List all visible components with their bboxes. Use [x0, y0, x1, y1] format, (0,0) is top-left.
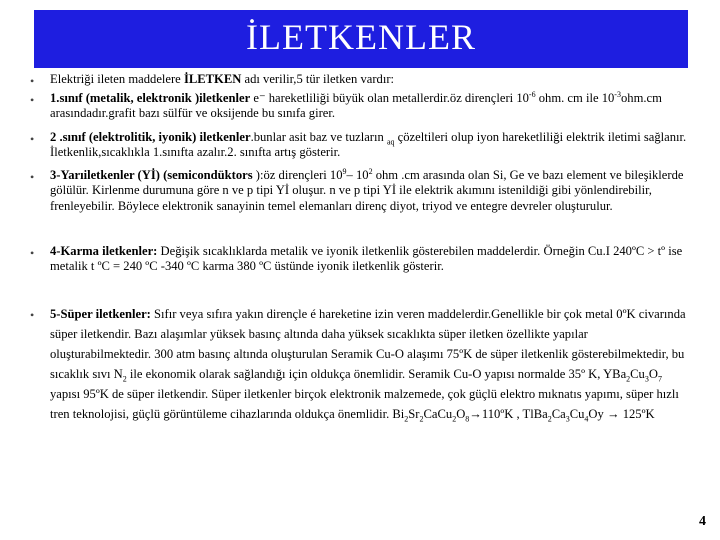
text-run: ile ekonomik olarak sağlandığı için oldukça önemlidir. Seramik Cu-O yapısı normalde 35º K, YBa [126, 367, 627, 381]
bold-term: 1.sınıf (metalik, elektronik )iletkenler [50, 91, 251, 105]
list-item-mixed-conductors [50, 244, 692, 275]
slide-title: İLETKENLER [246, 17, 476, 57]
bullet-icon: • [30, 170, 35, 184]
bullet-icon: • [30, 308, 35, 322]
text-run: ohm .cm arasında olan Si, Ge ve bazı element ve bileşiklerde gölülür. Kirlenme durumuna göre n ve p tipi Yİ oluşur. n ve p tipi Yİ ile elektrik akımını istenildiği gibi yönlendirebilir, frenleyebilir. Böylece elektronik sanayinin temel elemanları direnç diyot, triyod ve entegre devreler oluşturulur. [50, 168, 684, 213]
list-item-intro [50, 72, 692, 87]
subscript: 2 [452, 414, 457, 424]
text-run: yapısı 95ºK de süper iletkendir. Süper iletkenler birçok elektronik malzemede, çok güçlü elektro mıknatıs yapımı, süper hızlı tren teknolojisi, güçlü görüntüleme cihazlarında oldukça önemlidir. Bi [50, 387, 679, 421]
subscript: aq [386, 137, 395, 147]
superscript: -3 [614, 89, 621, 99]
bold-term: 2 .sınıf (elektrolitik, iyonik) iletkenler [50, 130, 251, 144]
bold-term: 5-Süper iletkenler: [50, 307, 151, 321]
text-run: çözeltileri olup iyon hareketliliği elektrik iletimi sağlanır. İletkenlik,sıcaklıkla 1.sınıfta azalır.2. sınıfta artış gösterir. [50, 130, 687, 160]
subscript: 8 [465, 414, 470, 424]
subscript: 2 [626, 374, 631, 384]
text-run: Oy → 125ºK [588, 407, 655, 421]
text-run: .bunlar asit baz ve tuzların [250, 130, 387, 144]
text-run: – 10 [346, 168, 369, 182]
bold-term: 4-Karma iletkenler: [50, 244, 158, 258]
text-run: Cu [630, 367, 645, 381]
list-item-class-1 [50, 91, 692, 122]
subscript: 3 [644, 374, 649, 384]
bullet-icon: • [30, 74, 35, 88]
text-run: Değişik sıcaklıklarda metalik ve iyonik iletkenlik gösterebilen maddelerdir. Örneğin Cu.I 240ºC > tº ise metalik t ºC = 240 ºC -340 ºC karma 380 ºC üstünde iyonik iletkenlik gösterir. [50, 244, 683, 274]
text-run: Elektriği ileten maddelere [50, 72, 184, 86]
list-item-superconductors [50, 304, 692, 424]
list-item-class-2 [50, 130, 692, 161]
subscript: 2 [122, 374, 127, 384]
title-banner [34, 10, 688, 68]
text-run: adı verilir,5 tür iletken vardır: [241, 72, 395, 86]
text-run: Sr [408, 407, 420, 421]
subscript: 4 [584, 414, 589, 424]
superscript: 9 [342, 166, 347, 176]
subscript: 2 [547, 414, 552, 424]
text-run: O [456, 407, 466, 421]
page-number: 4 [699, 514, 706, 529]
subscript: 2 [404, 414, 409, 424]
superscript: -6 [528, 89, 536, 99]
bullet-icon: • [30, 246, 35, 260]
text-run: Ca [551, 407, 566, 421]
bullet-icon: • [30, 132, 35, 146]
subscript: 7 [657, 374, 662, 384]
subscript: 3 [565, 414, 570, 424]
superscript: 2 [368, 166, 373, 176]
bold-term: 3-Yarıiletkenler (Yİ) (semicondüktors [50, 168, 256, 182]
text-run: O [648, 367, 658, 381]
bold-term: İLETKEN [183, 72, 242, 86]
text-run: e⁻ hareketliliği büyük olan metallerdir.öz dirençleri 10 [250, 91, 529, 105]
subscript: 2 [419, 414, 424, 424]
text-run: Cu [569, 407, 585, 421]
text-run: Sıfır veya sıfıra yakın dirençle é hareketine izin veren maddelerdir.Genellikle bir çok metal 0ºK civarında süper iletkendir. Bazı alaşımlar yüksek basınç altında daha yüksek sıcaklıkta süper iletken özellikte yapılar oluşturabilmektedir. 300 atm basınç altında oluşturulan Seramik Cu-O alaşımı 75ºK de süper iletkenlik gösterebilmektedir, bu sıcaklık sıvı N [50, 307, 686, 381]
text-run: ohm. cm ile 10 [535, 91, 615, 105]
text-run: CaCu [423, 407, 453, 421]
text-run: →110ºK , TlBa [469, 407, 548, 421]
text-run: ohm.cm arasındadır.grafit bazı sülfür ve oksijende bu sınıfa girer. [50, 91, 662, 121]
text-run: ):öz dirençleri 10 [255, 168, 343, 182]
bullet-icon: • [30, 93, 35, 107]
list-item-semiconductors [50, 168, 692, 214]
